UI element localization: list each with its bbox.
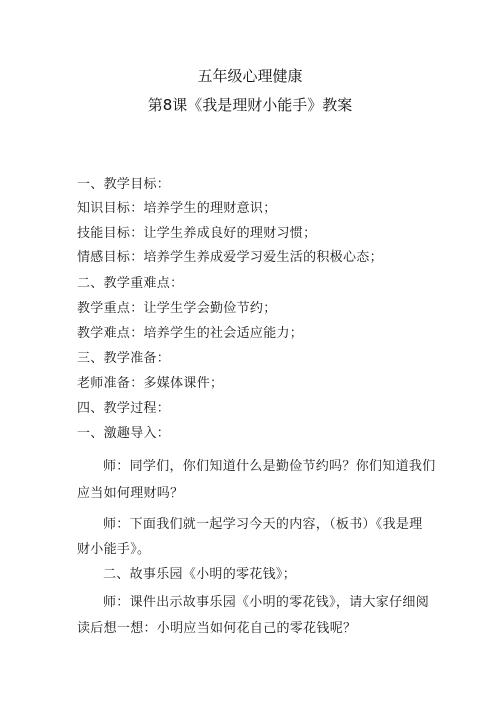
section-heading-process: 四、教学过程： (77, 401, 171, 416)
paragraph-line: 师：课件出示故事乐园《小明的零花钱》，请大家仔细阅 (103, 595, 430, 610)
document-title: 五年级心理健康 (197, 67, 303, 85)
step-heading-introduction: 一、激趣导入： (77, 426, 171, 441)
knowledge-objective-line: 知识目标：培养学生的理财意识； (77, 201, 277, 216)
skill-objective-line: 技能目标：让学生养成良好的理财习惯； (77, 226, 317, 241)
paragraph-line: 读后想一想：小明应当如何花自己的零花钱呢？ (77, 621, 357, 636)
document-subtitle: 第8课《我是理财小能手》教案 (147, 96, 353, 114)
step-heading-story: 二、故事乐园《小明的零花钱》； (103, 567, 297, 582)
emotion-objective-line: 情感目标：培养学生养成爱学习爱生活的积极心态； (77, 250, 383, 265)
section-heading-preparation: 三、教学准备： (77, 351, 171, 366)
section-heading-objectives: 一、教学目标： (77, 177, 171, 192)
teacher-preparation-line: 老师准备：多媒体课件； (77, 376, 224, 391)
key-point-line: 教学重点：让学生学会勤俭节约； (77, 301, 277, 316)
paragraph-line: 师：同学们，你们知道什么是勤俭节约吗？你们知道我们 (103, 459, 436, 474)
section-heading-key-points: 二、教学重难点： (77, 276, 184, 291)
paragraph-line: 师：下面我们就一起学习今天的内容，（板书）《我是理 (103, 517, 423, 532)
difficult-point-line: 教学难点：培养学生的社会适应能力； (77, 326, 304, 341)
paragraph-line: 应当如何理财吗？ (77, 486, 184, 501)
paragraph-line: 财小能手》。 (77, 542, 151, 557)
